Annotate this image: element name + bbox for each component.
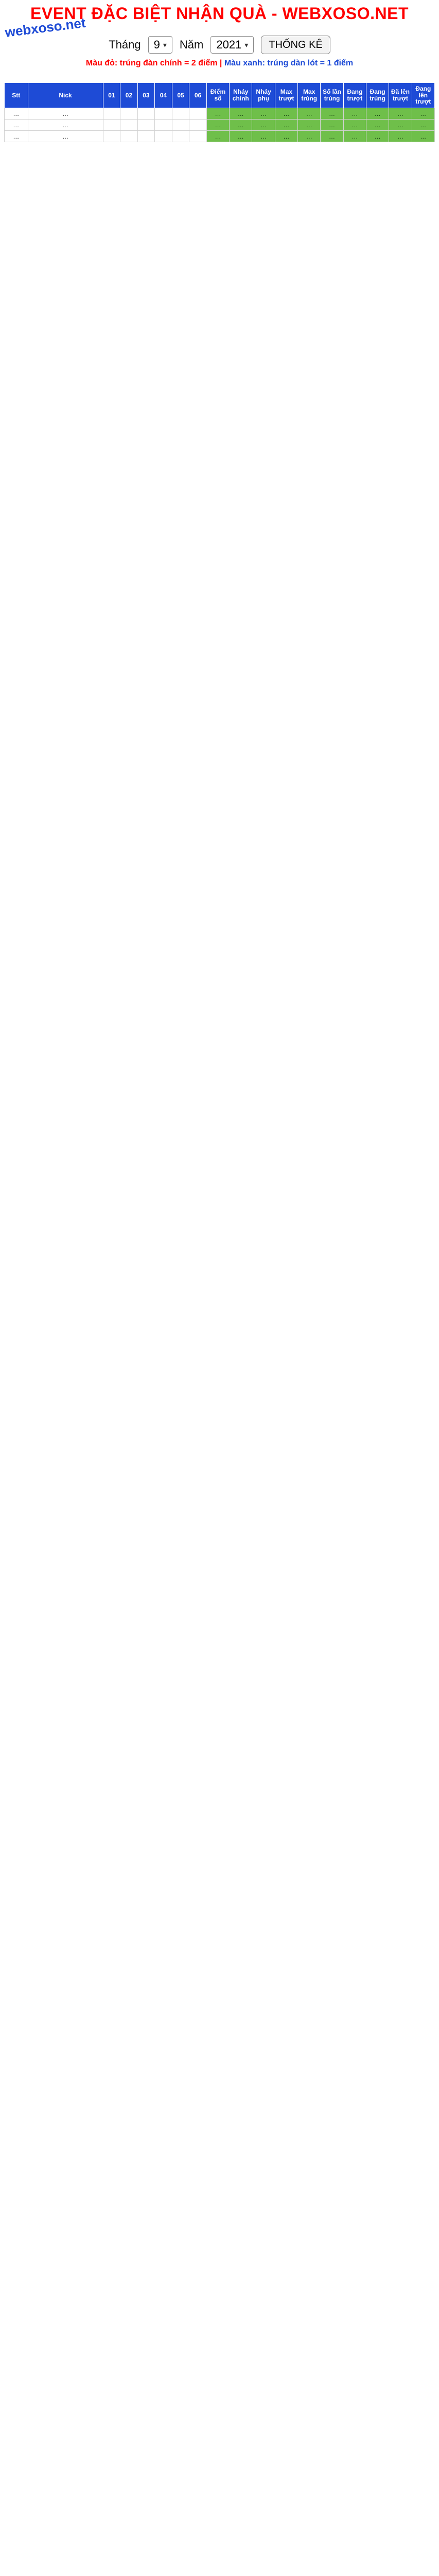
table-header-cell: Nháy chính <box>230 83 252 108</box>
stat-cell: … <box>206 131 229 142</box>
day-cell <box>103 120 120 131</box>
site-watermark: webxoso.net <box>4 14 86 40</box>
day-cell <box>137 120 155 131</box>
table-header-cell: Nick <box>28 83 103 108</box>
stat-cell: … <box>343 108 366 120</box>
stt-cell: … <box>5 108 28 120</box>
legend-main: Màu đỏ: trúng đàn chính = 2 điểm <box>85 59 218 67</box>
nick-cell: … <box>28 108 103 120</box>
stat-cell: … <box>252 131 275 142</box>
day-cell <box>120 120 138 131</box>
day-cell <box>137 108 155 120</box>
chevron-down-icon: ▾ <box>163 40 167 49</box>
stat-cell: … <box>343 131 366 142</box>
chevron-down-icon: ▾ <box>244 40 249 49</box>
year-label: Năm <box>179 38 204 51</box>
table-header-cell: 03 <box>137 83 155 108</box>
day-cell <box>189 131 207 142</box>
stat-cell: … <box>298 108 321 120</box>
stat-cell: … <box>298 131 321 142</box>
stat-cell: … <box>230 120 252 131</box>
stat-cell: … <box>412 131 434 142</box>
stat-cell: … <box>252 108 275 120</box>
header <box>0 0 439 77</box>
table-header-cell: Số lần trúng <box>321 83 343 108</box>
year-select[interactable] <box>210 36 254 54</box>
stat-cell: … <box>321 120 343 131</box>
stat-cell: … <box>206 108 229 120</box>
day-cell <box>103 131 120 142</box>
day-cell <box>172 108 189 120</box>
stat-cell: … <box>298 120 321 131</box>
table-header-cell: 01 <box>103 83 120 108</box>
stats-submit-button[interactable]: THỐNG KÊ <box>261 36 330 54</box>
table-header-cell: Đang lên trượt <box>412 83 434 108</box>
stats-table <box>4 82 435 142</box>
stat-cell: … <box>389 120 412 131</box>
table-row <box>5 131 435 142</box>
table-header-cell: Nháy phụ <box>252 83 275 108</box>
month-label: Tháng <box>109 38 141 51</box>
table-row <box>5 108 435 120</box>
day-cell <box>172 131 189 142</box>
nick-cell: … <box>28 131 103 142</box>
year-value: 2021 <box>216 38 242 51</box>
legend-separator: | <box>217 59 224 67</box>
day-cell <box>120 108 138 120</box>
stat-cell: … <box>412 108 434 120</box>
stat-cell: … <box>230 131 252 142</box>
stat-cell: … <box>389 131 412 142</box>
stat-cell: … <box>366 131 389 142</box>
stat-cell: … <box>366 120 389 131</box>
table-header-cell: Điểm số <box>206 83 229 108</box>
table-header-cell: Đang trượt <box>343 83 366 108</box>
month-select[interactable] <box>148 36 172 54</box>
stat-cell: … <box>252 120 275 131</box>
stat-cell: … <box>321 108 343 120</box>
day-cell <box>155 131 172 142</box>
stat-cell: … <box>275 108 297 120</box>
month-value: 9 <box>153 38 160 51</box>
stat-cell: … <box>275 131 297 142</box>
day-cell <box>155 108 172 120</box>
day-cell <box>155 120 172 131</box>
day-cell <box>189 120 207 131</box>
stat-cell: … <box>230 108 252 120</box>
stat-cell: … <box>206 120 229 131</box>
legend <box>0 59 439 68</box>
table-header-cell: 06 <box>189 83 207 108</box>
day-cell <box>137 131 155 142</box>
table-row <box>5 120 435 131</box>
table-header-cell: 04 <box>155 83 172 108</box>
table-header-cell: 05 <box>172 83 189 108</box>
table-header-cell: Max trúng <box>298 83 321 108</box>
stat-cell: … <box>366 108 389 120</box>
table-header-row <box>5 83 435 108</box>
day-cell <box>172 120 189 131</box>
stat-cell: … <box>321 131 343 142</box>
stat-cell: … <box>343 120 366 131</box>
stt-cell: … <box>5 120 28 131</box>
nick-cell: … <box>28 120 103 131</box>
legend-secondary: Màu xanh: trúng dàn lót = 1 điểm <box>224 59 354 67</box>
table-header-cell: 02 <box>120 83 138 108</box>
stt-cell: … <box>5 131 28 142</box>
day-cell <box>189 108 207 120</box>
page-title: EVENT ĐẶC BIỆT NHẬN QUÀ - WEBXOSO.NET <box>30 4 409 23</box>
table-header-cell: Đang trúng <box>366 83 389 108</box>
stat-cell: … <box>412 120 434 131</box>
day-cell <box>103 108 120 120</box>
stat-cell: … <box>389 108 412 120</box>
table-body <box>5 108 435 142</box>
stat-cell: … <box>275 120 297 131</box>
table-header-cell: Stt <box>5 83 28 108</box>
stats-table-wrap <box>4 82 435 2576</box>
day-cell <box>120 131 138 142</box>
table-header-cell: Đã lên trượt <box>389 83 412 108</box>
table-header-cell: Max trượt <box>275 83 297 108</box>
filter-controls <box>0 33 439 57</box>
